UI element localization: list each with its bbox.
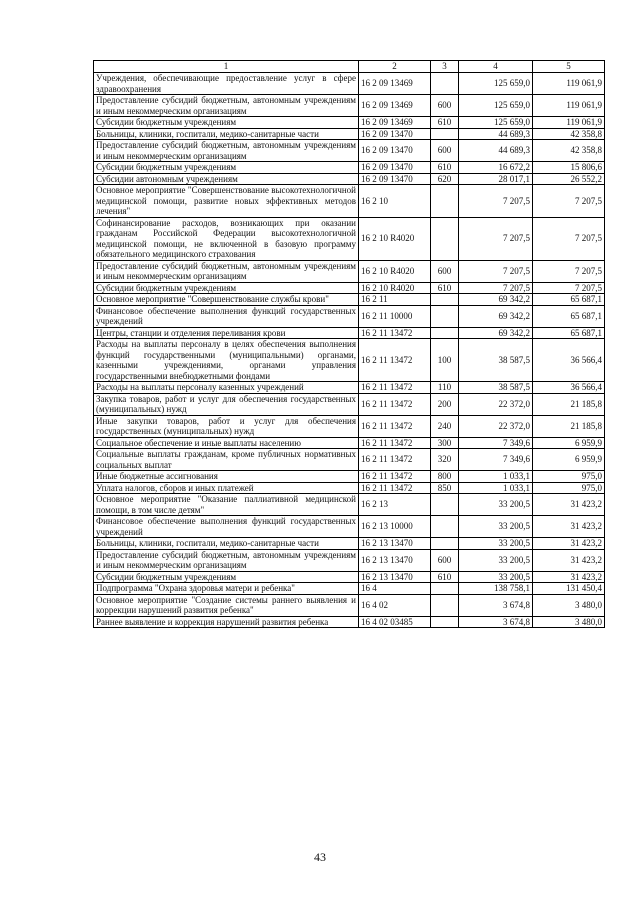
row-name-cell: Социальное обеспечение и иные выплаты населению bbox=[94, 437, 359, 449]
row-name-cell: Подпрограмма "Охрана здоровья матери и ребенка" bbox=[94, 583, 359, 595]
row-value-col5-cell: 131 450,4 bbox=[533, 583, 605, 595]
row-name-cell: Расходы на выплаты персоналу казенных учреждений bbox=[94, 382, 359, 394]
row-code-cell: 16 2 09 13470 bbox=[359, 140, 431, 162]
row-type-cell: 200 bbox=[431, 393, 459, 415]
row-type-cell bbox=[431, 583, 459, 595]
table-row bbox=[94, 260, 605, 282]
row-value-col5-cell: 65 687,1 bbox=[533, 294, 605, 306]
row-value-col4-cell: 33 200,5 bbox=[459, 538, 533, 550]
row-value-col5-cell: 31 423,2 bbox=[533, 494, 605, 516]
row-type-cell bbox=[431, 494, 459, 516]
row-value-col5-cell: 6 959,9 bbox=[533, 437, 605, 449]
row-value-col4-cell: 69 342,2 bbox=[459, 305, 533, 327]
row-name-cell: Расходы на выплаты персоналу в целях обеспечения выполнения функций государственными (муниципальными) органами, казенными учреждениями, органами управления государственными внебюджетными фондами bbox=[94, 339, 359, 382]
row-value-col4-cell: 7 207,5 bbox=[459, 282, 533, 294]
row-code-cell: 16 2 11 13472 bbox=[359, 471, 431, 483]
table-row bbox=[94, 217, 605, 260]
row-type-cell: 320 bbox=[431, 449, 459, 471]
row-type-cell: 600 bbox=[431, 95, 459, 117]
table-row bbox=[94, 415, 605, 437]
table-row bbox=[94, 73, 605, 95]
row-value-col5-cell: 36 566,4 bbox=[533, 339, 605, 382]
table-row bbox=[94, 549, 605, 571]
table-row bbox=[94, 393, 605, 415]
row-value-col4-cell: 38 587,5 bbox=[459, 382, 533, 394]
row-code-cell: 16 2 10 R4020 bbox=[359, 217, 431, 260]
table-row bbox=[94, 382, 605, 394]
table-row bbox=[94, 471, 605, 483]
row-code-cell: 16 2 11 13472 bbox=[359, 327, 431, 339]
row-value-col4-cell: 28 017,1 bbox=[459, 173, 533, 185]
table-header-row bbox=[94, 61, 605, 73]
row-value-col5-cell: 7 207,5 bbox=[533, 217, 605, 260]
row-code-cell: 16 2 09 13470 bbox=[359, 173, 431, 185]
row-code-cell: 16 2 13 13470 bbox=[359, 549, 431, 571]
row-code-cell: 16 2 11 13472 bbox=[359, 449, 431, 471]
row-value-col5-cell: 119 061,9 bbox=[533, 95, 605, 117]
row-value-col5-cell: 7 207,5 bbox=[533, 282, 605, 294]
row-value-col5-cell: 31 423,2 bbox=[533, 516, 605, 538]
row-code-cell: 16 2 11 13472 bbox=[359, 415, 431, 437]
row-type-cell: 300 bbox=[431, 437, 459, 449]
row-value-col4-cell: 125 659,0 bbox=[459, 117, 533, 129]
row-type-cell: 610 bbox=[431, 282, 459, 294]
row-value-col5-cell: 21 185,8 bbox=[533, 393, 605, 415]
table-row bbox=[94, 282, 605, 294]
row-code-cell: 16 2 11 13472 bbox=[359, 437, 431, 449]
table-row bbox=[94, 140, 605, 162]
row-name-cell: Социальные выплаты гражданам, кроме публичных нормативных социальных выплат bbox=[94, 449, 359, 471]
row-type-cell: 600 bbox=[431, 549, 459, 571]
row-name-cell: Больницы, клиники, госпитали, медико-санитарные части bbox=[94, 128, 359, 140]
row-value-col4-cell: 33 200,5 bbox=[459, 516, 533, 538]
row-value-col4-cell: 7 207,5 bbox=[459, 185, 533, 218]
row-code-cell: 16 2 09 13470 bbox=[359, 162, 431, 174]
row-code-cell: 16 2 11 13472 bbox=[359, 382, 431, 394]
row-name-cell: Софинансирование расходов, возникающих при оказании гражданам Российской Федерации высокотехнологичной медицинской помощи, не включенной в базовую программу обязательного медицинского страхования bbox=[94, 217, 359, 260]
table-row bbox=[94, 294, 605, 306]
row-name-cell: Предоставление субсидий бюджетным, автономным учреждениям и иным некоммерческим организациям bbox=[94, 260, 359, 282]
row-value-col4-cell: 7 207,5 bbox=[459, 217, 533, 260]
row-value-col5-cell: 7 207,5 bbox=[533, 185, 605, 218]
row-value-col4-cell: 3 674,8 bbox=[459, 616, 533, 628]
row-code-cell: 16 2 10 bbox=[359, 185, 431, 218]
row-type-cell bbox=[431, 217, 459, 260]
row-name-cell: Центры, станции и отделения переливания крови bbox=[94, 327, 359, 339]
budget-table bbox=[93, 60, 605, 628]
row-value-col5-cell: 26 552,2 bbox=[533, 173, 605, 185]
row-type-cell bbox=[431, 128, 459, 140]
row-code-cell: 16 2 13 13470 bbox=[359, 538, 431, 550]
row-value-col5-cell: 21 185,8 bbox=[533, 415, 605, 437]
table-row bbox=[94, 494, 605, 516]
row-value-col4-cell: 7 349,6 bbox=[459, 437, 533, 449]
row-type-cell: 620 bbox=[431, 173, 459, 185]
row-type-cell: 110 bbox=[431, 382, 459, 394]
row-name-cell: Закупка товаров, работ и услуг для обеспечения государственных (муниципальных) нужд bbox=[94, 393, 359, 415]
row-code-cell: 16 2 11 13472 bbox=[359, 393, 431, 415]
row-code-cell: 16 4 02 03485 bbox=[359, 616, 431, 628]
row-value-col5-cell: 975,0 bbox=[533, 471, 605, 483]
table-row bbox=[94, 482, 605, 494]
row-name-cell: Основное мероприятие "Совершенствование высокотехнологичной медицинской помощи, развитие новых эффективных методов лечения" bbox=[94, 185, 359, 218]
row-type-cell: 600 bbox=[431, 260, 459, 282]
row-type-cell bbox=[431, 327, 459, 339]
table-row bbox=[94, 185, 605, 218]
row-type-cell: 240 bbox=[431, 415, 459, 437]
row-name-cell: Субсидии бюджетным учреждениям bbox=[94, 571, 359, 583]
row-name-cell: Предоставление субсидий бюджетным, автономным учреждениям и иным некоммерческим организациям bbox=[94, 140, 359, 162]
table-row bbox=[94, 583, 605, 595]
row-value-col5-cell: 36 566,4 bbox=[533, 382, 605, 394]
table-row bbox=[94, 538, 605, 550]
row-type-cell bbox=[431, 73, 459, 95]
row-type-cell bbox=[431, 616, 459, 628]
row-code-cell: 16 2 11 10000 bbox=[359, 305, 431, 327]
row-value-col5-cell: 6 959,9 bbox=[533, 449, 605, 471]
row-code-cell: 16 4 02 bbox=[359, 594, 431, 616]
row-name-cell: Предоставление субсидий бюджетным, автономным учреждениям и иным некоммерческим организациям bbox=[94, 549, 359, 571]
row-type-cell bbox=[431, 294, 459, 306]
row-value-col4-cell: 7 349,6 bbox=[459, 449, 533, 471]
table-row bbox=[94, 571, 605, 583]
row-value-col5-cell: 31 423,2 bbox=[533, 549, 605, 571]
row-name-cell: Субсидии бюджетным учреждениям bbox=[94, 117, 359, 129]
row-name-cell: Основное мероприятие "Оказание паллиативной медицинской помощи, в том числе детям" bbox=[94, 494, 359, 516]
table-row bbox=[94, 616, 605, 628]
row-name-cell: Субсидии бюджетным учреждениям bbox=[94, 162, 359, 174]
row-name-cell: Основное мероприятие "Совершенствование службы крови" bbox=[94, 294, 359, 306]
row-value-col4-cell: 69 342,2 bbox=[459, 327, 533, 339]
row-value-col4-cell: 22 372,0 bbox=[459, 415, 533, 437]
row-type-cell bbox=[431, 594, 459, 616]
table-row bbox=[94, 339, 605, 382]
table-row bbox=[94, 95, 605, 117]
row-value-col4-cell: 125 659,0 bbox=[459, 95, 533, 117]
row-type-cell bbox=[431, 516, 459, 538]
table-row bbox=[94, 305, 605, 327]
row-code-cell: 16 2 10 R4020 bbox=[359, 260, 431, 282]
table-row bbox=[94, 516, 605, 538]
row-value-col4-cell: 69 342,2 bbox=[459, 294, 533, 306]
row-value-col5-cell: 31 423,2 bbox=[533, 571, 605, 583]
table-row bbox=[94, 327, 605, 339]
table-row bbox=[94, 128, 605, 140]
row-value-col5-cell: 65 687,1 bbox=[533, 305, 605, 327]
header-cell-3: 3 bbox=[431, 61, 459, 73]
row-value-col4-cell: 33 200,5 bbox=[459, 494, 533, 516]
row-code-cell: 16 2 13 13470 bbox=[359, 571, 431, 583]
row-type-cell: 600 bbox=[431, 140, 459, 162]
row-name-cell: Основное мероприятие "Создание системы раннего выявления и коррекции нарушений развития ребенка" bbox=[94, 594, 359, 616]
row-name-cell: Уплата налогов, сборов и иных платежей bbox=[94, 482, 359, 494]
row-name-cell: Финансовое обеспечение выполнения функций государственных учреждений bbox=[94, 305, 359, 327]
row-name-cell: Учреждения, обеспечивающие предоставление услуг в сфере здравоохранения bbox=[94, 73, 359, 95]
row-value-col4-cell: 16 672,2 bbox=[459, 162, 533, 174]
header-cell-2: 2 bbox=[359, 61, 431, 73]
row-code-cell: 16 2 11 13472 bbox=[359, 339, 431, 382]
row-type-cell: 800 bbox=[431, 471, 459, 483]
table-row bbox=[94, 437, 605, 449]
header-cell-1: 1 bbox=[94, 61, 359, 73]
row-name-cell: Предоставление субсидий бюджетным, автономным учреждениям и иным некоммерческим организациям bbox=[94, 95, 359, 117]
row-code-cell: 16 2 09 13469 bbox=[359, 117, 431, 129]
row-type-cell: 850 bbox=[431, 482, 459, 494]
row-value-col5-cell: 42 358,8 bbox=[533, 140, 605, 162]
row-value-col5-cell: 65 687,1 bbox=[533, 327, 605, 339]
row-value-col5-cell: 119 061,9 bbox=[533, 73, 605, 95]
row-code-cell: 16 4 bbox=[359, 583, 431, 595]
row-value-col4-cell: 138 758,1 bbox=[459, 583, 533, 595]
row-value-col5-cell: 15 806,6 bbox=[533, 162, 605, 174]
row-type-cell bbox=[431, 185, 459, 218]
row-name-cell: Финансовое обеспечение выполнения функций государственных учреждений bbox=[94, 516, 359, 538]
row-value-col5-cell: 31 423,2 bbox=[533, 538, 605, 550]
table-row bbox=[94, 449, 605, 471]
table-row bbox=[94, 162, 605, 174]
header-cell-4: 4 bbox=[459, 61, 533, 73]
budget-table-body bbox=[94, 61, 605, 628]
row-value-col4-cell: 44 689,3 bbox=[459, 128, 533, 140]
row-value-col5-cell: 975,0 bbox=[533, 482, 605, 494]
row-name-cell: Иные бюджетные ассигнования bbox=[94, 471, 359, 483]
row-code-cell: 16 2 11 13472 bbox=[359, 482, 431, 494]
row-value-col5-cell: 7 207,5 bbox=[533, 260, 605, 282]
row-code-cell: 16 2 13 10000 bbox=[359, 516, 431, 538]
row-type-cell: 100 bbox=[431, 339, 459, 382]
row-type-cell bbox=[431, 305, 459, 327]
row-value-col5-cell: 119 061,9 bbox=[533, 117, 605, 129]
row-type-cell: 610 bbox=[431, 571, 459, 583]
row-code-cell: 16 2 11 bbox=[359, 294, 431, 306]
row-name-cell: Иные закупки товаров, работ и услуг для обеспечения государственных (муниципальных) нужд bbox=[94, 415, 359, 437]
row-value-col5-cell: 3 480,0 bbox=[533, 594, 605, 616]
row-value-col4-cell: 3 674,8 bbox=[459, 594, 533, 616]
row-type-cell: 610 bbox=[431, 162, 459, 174]
row-value-col4-cell: 1 033,1 bbox=[459, 471, 533, 483]
page-number: 43 bbox=[314, 850, 326, 864]
row-name-cell: Субсидии бюджетным учреждениям bbox=[94, 282, 359, 294]
header-cell-5: 5 bbox=[533, 61, 605, 73]
row-code-cell: 16 2 09 13469 bbox=[359, 95, 431, 117]
row-type-cell bbox=[431, 538, 459, 550]
table-row bbox=[94, 117, 605, 129]
table-row bbox=[94, 594, 605, 616]
row-value-col4-cell: 125 659,0 bbox=[459, 73, 533, 95]
row-code-cell: 16 2 09 13470 bbox=[359, 128, 431, 140]
row-name-cell: Субсидии автономным учреждениям bbox=[94, 173, 359, 185]
row-code-cell: 16 2 13 bbox=[359, 494, 431, 516]
row-value-col4-cell: 1 033,1 bbox=[459, 482, 533, 494]
row-value-col5-cell: 42 358,8 bbox=[533, 128, 605, 140]
row-name-cell: Больницы, клиники, госпитали, медико-санитарные части bbox=[94, 538, 359, 550]
row-value-col4-cell: 38 587,5 bbox=[459, 339, 533, 382]
row-value-col5-cell: 3 480,0 bbox=[533, 616, 605, 628]
row-value-col4-cell: 22 372,0 bbox=[459, 393, 533, 415]
row-code-cell: 16 2 10 R4020 bbox=[359, 282, 431, 294]
row-value-col4-cell: 33 200,5 bbox=[459, 549, 533, 571]
row-type-cell: 610 bbox=[431, 117, 459, 129]
row-name-cell: Раннее выявление и коррекция нарушений развития ребенка bbox=[94, 616, 359, 628]
table-row bbox=[94, 173, 605, 185]
row-value-col4-cell: 44 689,3 bbox=[459, 140, 533, 162]
row-code-cell: 16 2 09 13469 bbox=[359, 73, 431, 95]
row-value-col4-cell: 7 207,5 bbox=[459, 260, 533, 282]
row-value-col4-cell: 33 200,5 bbox=[459, 571, 533, 583]
